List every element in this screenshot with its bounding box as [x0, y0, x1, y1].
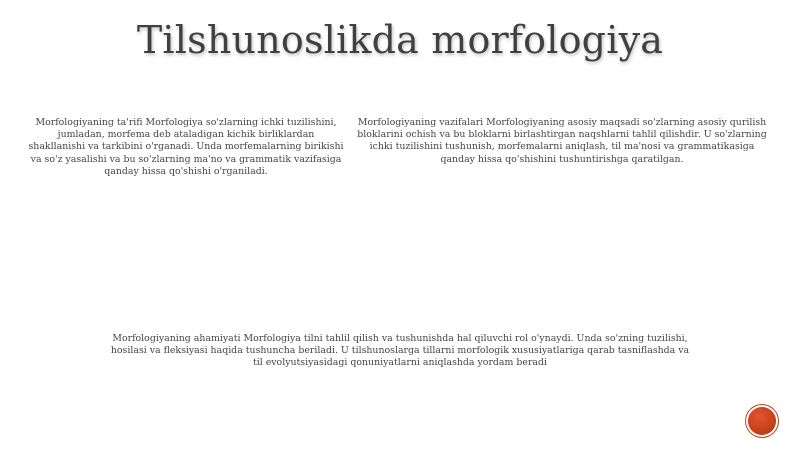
circle-nav-icon[interactable] [748, 407, 776, 435]
importance-text: Morfologiyaning ahamiyati Morfologiya tilni tahlil qilish va tushunishda hal qiluvchi rol o'ynaydi. Unda so'zning tuzilishi, hosilasi va fleksiyasi haqida tushuncha beriladi. U tilshunoslarga tillarni morfologik xususiyatlariga qarab tasniflashda va til evolyutsiyasidagi qonuniyatlarni aniqlashda yordam beradi [110, 333, 690, 369]
slide-title: Tilshunoslikda morfologiya [136, 18, 664, 62]
tasks-text: Morfologiyaning vazifalari Morfologiyaning asosiy maqsadi so'zlarning asosiy qurilish bloklarini ochish va bu bloklarni birlashtirgan naqshlarni tahlil qilishdir. U so'zlarning ichki tuzilishini tushunish, morfemalarni aniqlash, til ma'nosi va grammatikasiga qanday hissa qo'shishini tushuntirishga qaratilgan. [357, 117, 767, 165]
definition-text: Morfologiyaning ta'rifi Morfologiya so'zlarning ichki tuzilishini, jumladan, morfema deb ataladigan kichik birliklardan shakllanishi va tarkibini o'rganadi. Unda morfemalarning birikishi va so'z yasalishi va bu so'zlarning ma'no va grammatik vazifasiga qanday hissa qo'shishi o'rganiladi. [28, 117, 344, 177]
